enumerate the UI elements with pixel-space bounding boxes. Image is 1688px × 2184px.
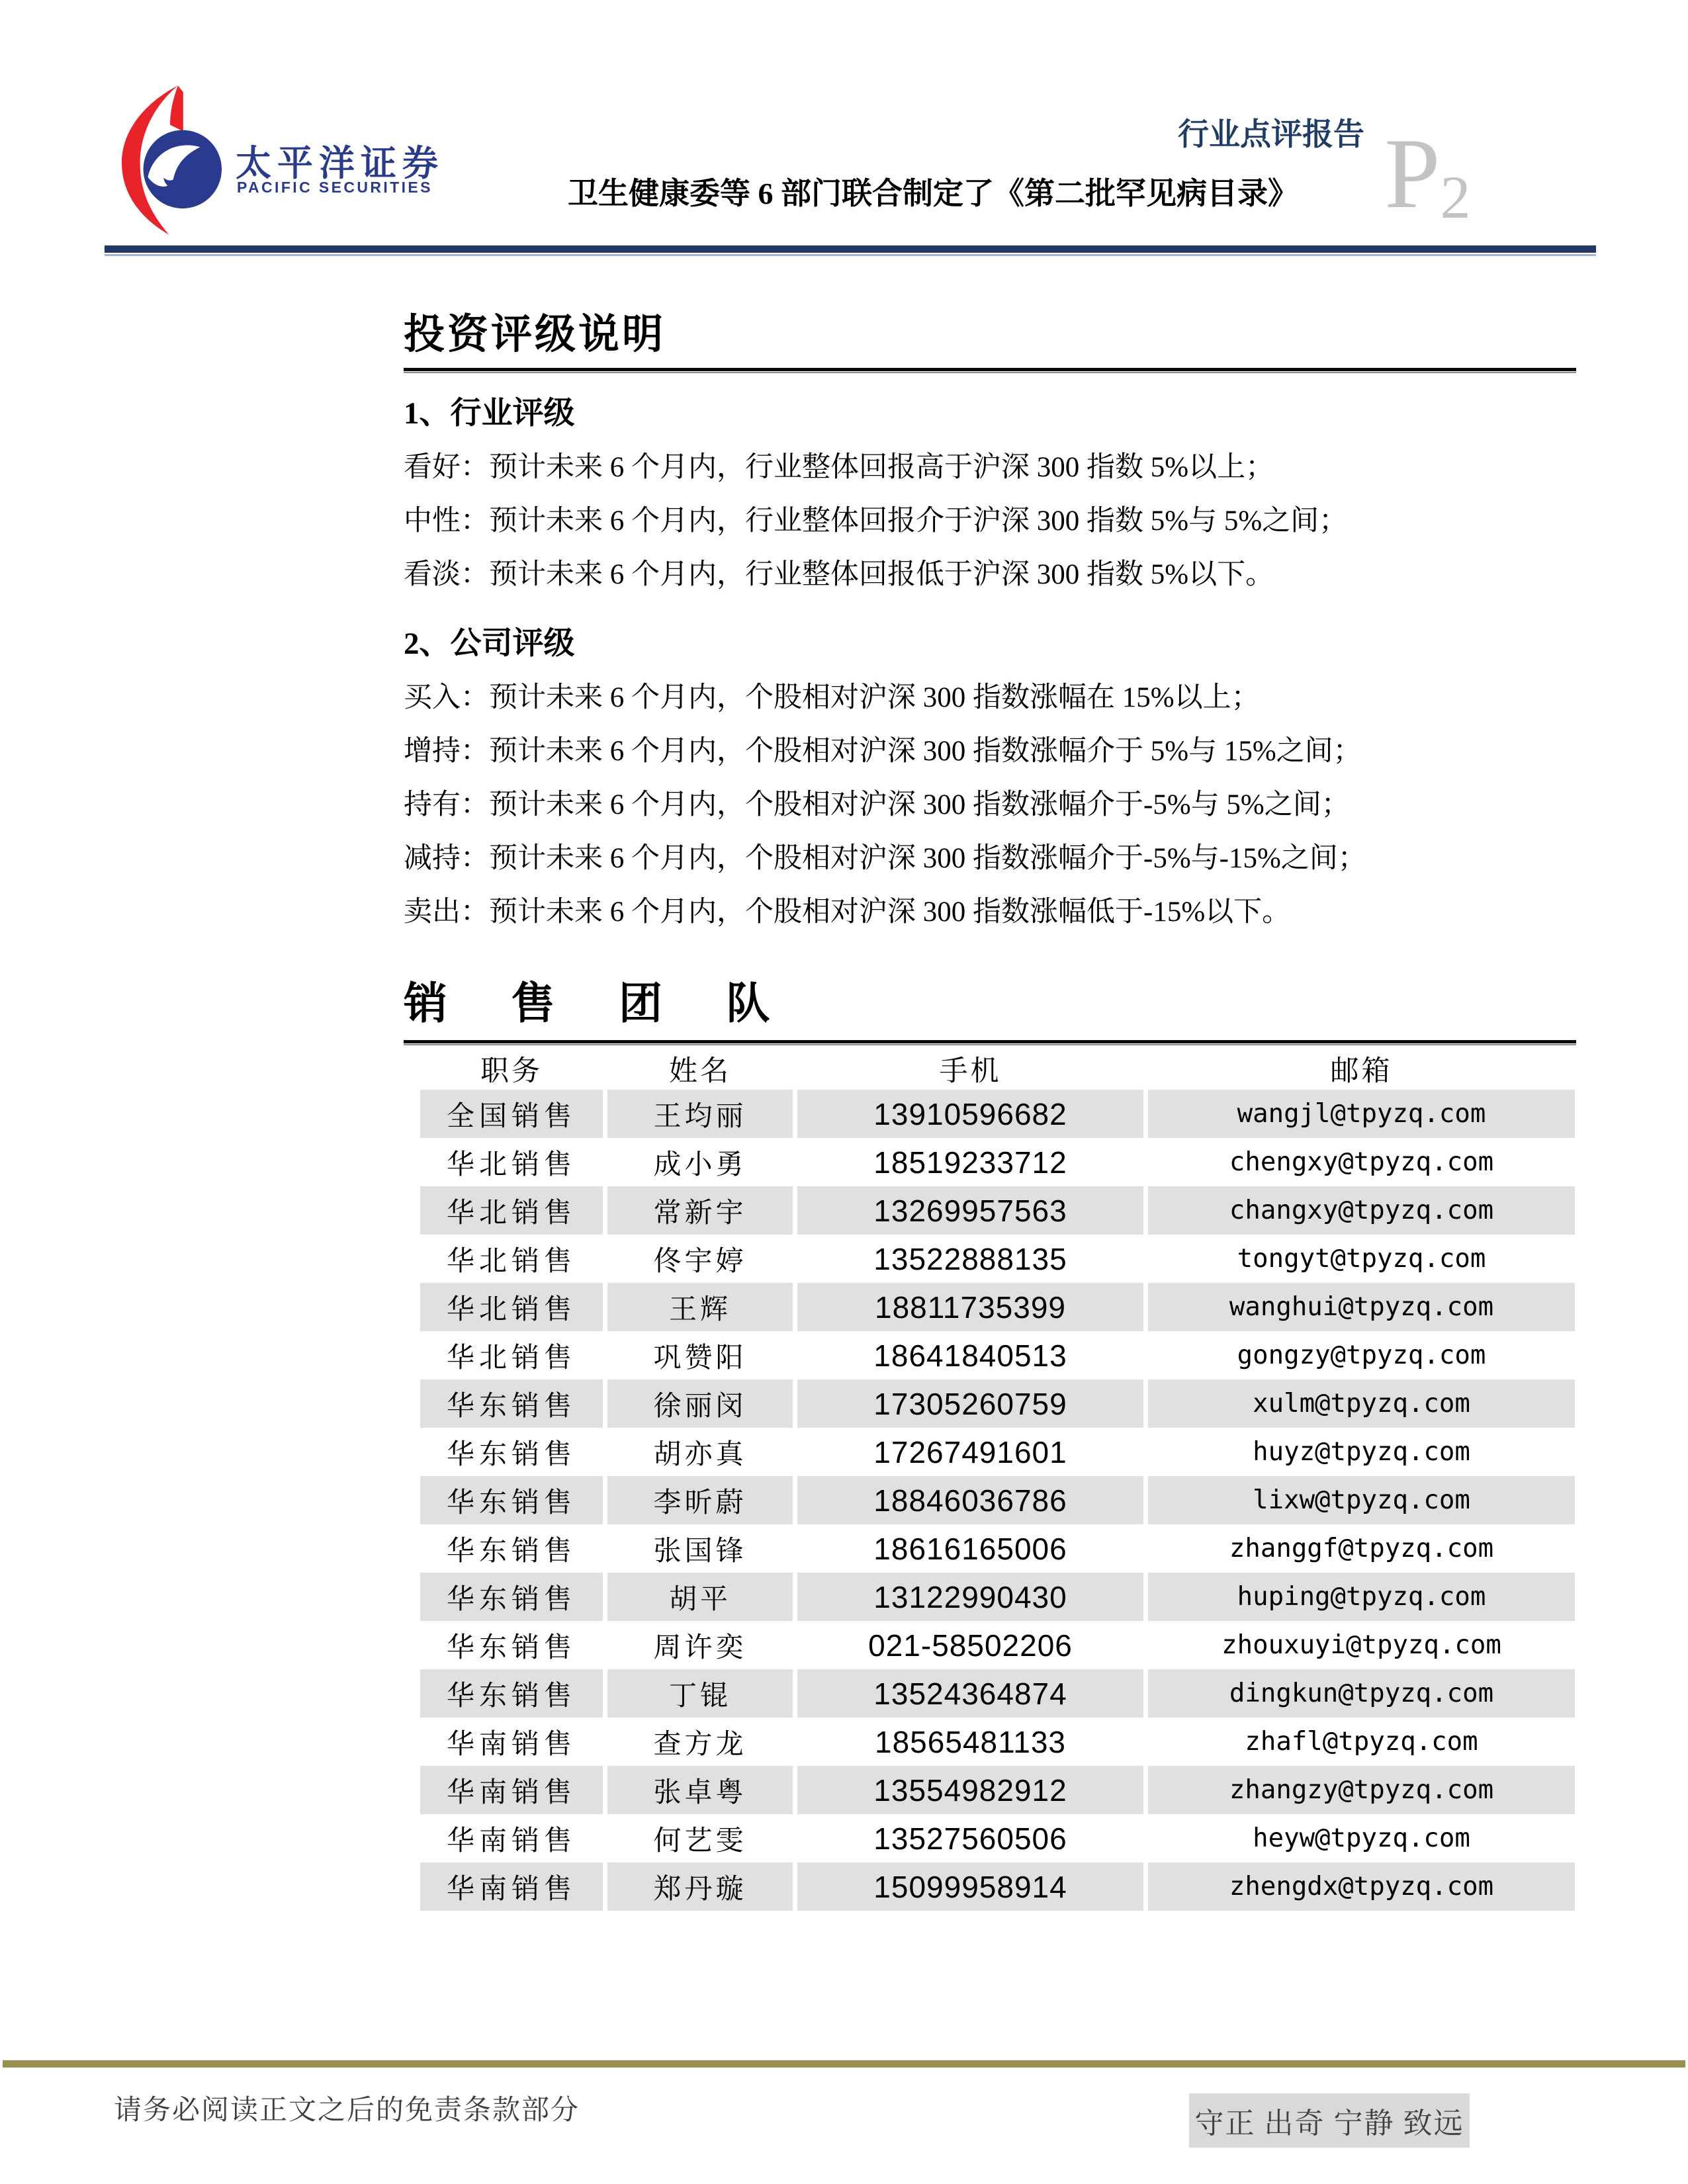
cell-phone: 18641840513 <box>873 1338 1067 1373</box>
cell-email: huyz@tpyzq.com <box>1253 1437 1470 1467</box>
table-row <box>420 1331 1575 1379</box>
cell-name: 成小勇 <box>653 1149 747 1180</box>
cell-name: 胡亦真 <box>653 1439 747 1470</box>
column-header: 手机 <box>797 1047 1143 1090</box>
table-header-row <box>420 1047 1575 1090</box>
cell-position: 华南销售 <box>420 1862 603 1911</box>
cell-phone: 15099958914 <box>797 1862 1143 1911</box>
table-row <box>420 1138 1575 1186</box>
cell-name: 李昕蔚 <box>607 1476 793 1524</box>
column-header: 邮箱 <box>1148 1047 1575 1090</box>
cell-position: 华北销售 <box>420 1186 603 1235</box>
company-rating-line: 持有：预计未来 6 个月内，个股相对沪深 300 指数涨幅介于-5%与 5%之间； <box>404 789 1350 820</box>
pacific-securities-logo-icon <box>120 85 225 236</box>
logo-text-en: PACIFIC SECURITIES <box>237 179 433 196</box>
cell-name: 佟宇婷 <box>653 1246 747 1277</box>
cell-email: zhangzy@tpyzq.com <box>1148 1766 1575 1814</box>
table-row <box>420 1428 1575 1476</box>
cell-name: 张卓粤 <box>607 1766 793 1814</box>
cell-name: 王辉 <box>607 1283 793 1331</box>
table-row <box>420 1862 1575 1911</box>
cell-phone: 18811735399 <box>797 1283 1143 1331</box>
cell-name: 胡平 <box>607 1573 793 1621</box>
cell-phone: 13910596682 <box>797 1090 1143 1138</box>
cell-phone: 021-58502206 <box>868 1628 1073 1663</box>
footer-motto-badge: 守正 出奇 宁静 致远 <box>1189 2093 1470 2148</box>
cell-position: 华东销售 <box>420 1669 603 1718</box>
cell-name: 徐丽闵 <box>607 1379 793 1428</box>
cell-position: 华南销售 <box>446 1729 576 1760</box>
cell-position: 华南销售 <box>446 1825 576 1856</box>
cell-name: 王均丽 <box>607 1090 793 1138</box>
sales-team-table <box>416 1047 1579 1911</box>
cell-email: wanghui@tpyzq.com <box>1148 1283 1575 1331</box>
cell-email: zhafl@tpyzq.com <box>1245 1727 1478 1757</box>
footer-disclaimer: 请务必阅读正文之后的免责条款部分 <box>114 2095 580 2126</box>
table-row <box>420 1621 1575 1669</box>
cell-email: wangjl@tpyzq.com <box>1148 1090 1575 1138</box>
cell-name: 张国锋 <box>653 1536 747 1567</box>
cell-phone: 13122990430 <box>797 1573 1143 1621</box>
cell-email: chengxy@tpyzq.com <box>1229 1147 1494 1177</box>
table-row <box>420 1476 1575 1524</box>
cell-name: 何艺雯 <box>653 1825 747 1856</box>
cell-email: dingkun@tpyzq.com <box>1148 1669 1575 1718</box>
cell-position: 华东销售 <box>446 1536 576 1567</box>
report-type-label: 行业点评报告 <box>1178 118 1364 152</box>
cell-email: tongyt@tpyzq.com <box>1237 1244 1486 1274</box>
cell-name: 常新宇 <box>607 1186 793 1235</box>
page-digit: 2 <box>1440 163 1471 231</box>
cell-position: 华南销售 <box>420 1766 603 1814</box>
table-row <box>420 1283 1575 1331</box>
cell-phone: 18519233712 <box>873 1145 1067 1180</box>
cell-phone: 18565481133 <box>875 1724 1066 1759</box>
table-row <box>420 1090 1575 1138</box>
cell-email: zhouxuyi@tpyzq.com <box>1222 1630 1501 1660</box>
content-column <box>404 301 1576 1911</box>
cell-position: 全国销售 <box>420 1090 603 1138</box>
company-rating-line: 减持：预计未来 6 个月内，个股相对沪深 300 指数涨幅介于-5%与-15%之间； <box>404 843 1366 874</box>
cell-phone: 13524364874 <box>797 1669 1143 1718</box>
industry-rating-line: 中性：预计未来 6 个月内，行业整体回报介于沪深 300 指数 5%与 5%之间； <box>404 505 1348 537</box>
cell-phone: 13554982912 <box>797 1766 1143 1814</box>
table-row <box>420 1814 1575 1862</box>
table-row <box>420 1718 1575 1766</box>
cell-email: xulm@tpyzq.com <box>1148 1379 1575 1428</box>
report-title: 卫生健康委等 6 部门联合制定了《第二批罕见病目录》 <box>568 177 1298 210</box>
column-header: 姓名 <box>607 1047 793 1090</box>
cell-email: zhanggf@tpyzq.com <box>1229 1534 1494 1563</box>
cell-position: 华北销售 <box>446 1246 576 1277</box>
column-header: 职务 <box>420 1047 603 1090</box>
page-number <box>1384 118 1471 231</box>
table-row <box>420 1573 1575 1621</box>
company-rating-line: 买入：预计未来 6 个月内，个股相对沪深 300 指数涨幅在 15%以上； <box>404 682 1260 713</box>
cell-email: huping@tpyzq.com <box>1148 1573 1575 1621</box>
cell-phone: 17305260759 <box>797 1379 1143 1428</box>
table-row <box>420 1524 1575 1573</box>
cell-name: 巩赞阳 <box>653 1342 747 1374</box>
table-row <box>420 1235 1575 1283</box>
table-row <box>420 1766 1575 1814</box>
table-row <box>420 1669 1575 1718</box>
sales-team-title: 销 售 团 队 <box>404 968 1576 1043</box>
header-divider <box>105 245 1596 253</box>
cell-email: lixw@tpyzq.com <box>1148 1476 1575 1524</box>
cell-name: 郑丹璇 <box>607 1862 793 1911</box>
cell-position: 华东销售 <box>446 1439 576 1470</box>
cell-phone: 18616165006 <box>873 1531 1067 1566</box>
cell-position: 华东销售 <box>420 1379 603 1428</box>
cell-email: zhengdx@tpyzq.com <box>1148 1862 1575 1911</box>
cell-phone: 13522888135 <box>873 1241 1067 1276</box>
industry-rating-line: 看淡：预计未来 6 个月内，行业整体回报低于沪深 300 指数 5%以下。 <box>404 559 1274 590</box>
cell-name: 周许奕 <box>653 1632 747 1663</box>
table-row <box>420 1379 1575 1428</box>
cell-email: gongzy@tpyzq.com <box>1237 1340 1486 1370</box>
cell-phone: 13527560506 <box>873 1821 1067 1856</box>
cell-phone: 13269957563 <box>797 1186 1143 1235</box>
cell-name: 丁锟 <box>607 1669 793 1718</box>
page-letter: P <box>1384 118 1441 229</box>
company-rating-heading: 2、公司评级 <box>404 627 575 661</box>
cell-position: 华北销售 <box>446 1149 576 1180</box>
rating-section-title: 投资评级说明 <box>404 301 1576 371</box>
cell-position: 华东销售 <box>446 1632 576 1663</box>
industry-rating-heading: 1、行业评级 <box>404 396 575 431</box>
company-rating-line: 卖出：预计未来 6 个月内，个股相对沪深 300 指数涨幅低于-15%以下。 <box>404 896 1291 928</box>
logo-text-cn: 太平洋证券 <box>236 144 444 183</box>
cell-position: 华东销售 <box>420 1476 603 1524</box>
cell-email: changxy@tpyzq.com <box>1148 1186 1575 1235</box>
cell-phone: 17267491601 <box>873 1434 1067 1469</box>
company-rating-list <box>404 671 1576 939</box>
cell-position: 华北销售 <box>446 1342 576 1374</box>
industry-rating-line: 看好：预计未来 6 个月内，行业整体回报高于沪深 300 指数 5%以上； <box>404 452 1274 483</box>
cell-phone: 18846036786 <box>797 1476 1143 1524</box>
footer-divider <box>3 2060 1685 2068</box>
cell-name: 查方龙 <box>653 1729 747 1760</box>
cell-position: 华北销售 <box>420 1283 603 1331</box>
table-row <box>420 1186 1575 1235</box>
company-rating-line: 增持：预计未来 6 个月内，个股相对沪深 300 指数涨幅介于 5%与 15%之间； <box>404 736 1362 767</box>
cell-position: 华东销售 <box>420 1573 603 1621</box>
industry-rating-list <box>404 441 1576 601</box>
cell-email: heyw@tpyzq.com <box>1253 1823 1470 1853</box>
